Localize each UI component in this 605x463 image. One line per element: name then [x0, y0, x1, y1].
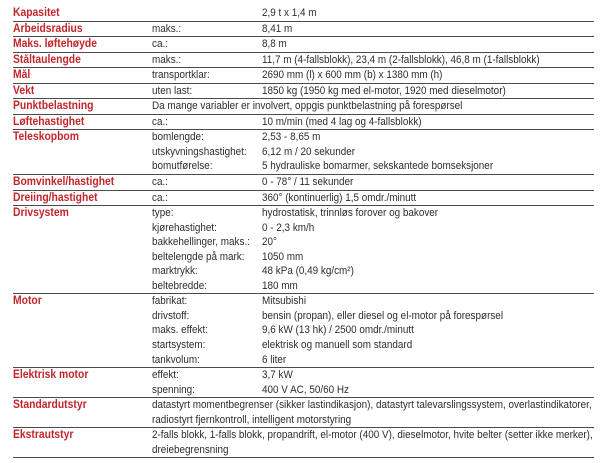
spec-row	[152, 309, 594, 324]
spec-value: radiostyrt fjernkontroll, intelligent motorstyring	[152, 413, 352, 426]
spec-attribute: tankvolum:	[152, 353, 200, 366]
spec-section-ekstrautstyr	[13, 428, 594, 458]
spec-row	[152, 383, 594, 398]
spec-section-teleskopbom	[13, 130, 594, 175]
spec-value: 400 V AC, 50/60 Hz	[262, 383, 349, 396]
spec-row	[152, 264, 594, 279]
spec-row	[152, 338, 594, 353]
spec-section-kapasitet	[13, 6, 594, 22]
spec-term: Maks. løftehøyde	[13, 38, 97, 51]
spec-row	[152, 398, 594, 413]
spec-value: 2690 mm (l) x 600 mm (b) x 1380 mm (h)	[262, 69, 443, 82]
spec-section-elektrisk-motor	[13, 368, 594, 398]
spec-value: 6 liter	[262, 353, 287, 366]
spec-value: bensin (propan), eller diesel og el-motor på forespørsel	[262, 309, 504, 322]
spec-attribute: startsystem:	[152, 339, 206, 352]
spec-row	[152, 145, 594, 160]
spec-term: Kapasitet	[13, 7, 60, 19]
spec-section-motor	[13, 294, 594, 368]
spec-term: Punktbelastning	[13, 100, 94, 113]
spec-term: Vekt	[13, 84, 35, 97]
spec-section-maks-loftehoyde	[13, 37, 594, 53]
spec-section-arbeidsradius	[13, 22, 594, 38]
spec-value: dreiebegrensning	[152, 443, 229, 456]
spec-row	[152, 53, 594, 68]
spec-row	[152, 68, 594, 83]
spec-attribute: uten last:	[152, 84, 193, 97]
spec-term: Arbeidsradius	[13, 22, 83, 35]
spec-attribute: transportklar:	[152, 69, 210, 82]
spec-attribute: bakkehellinger, maks.:	[152, 236, 250, 249]
spec-value: 20°	[262, 236, 277, 249]
spec-row	[152, 206, 594, 221]
spec-row	[152, 175, 594, 190]
spec-row	[152, 6, 594, 21]
spec-row	[152, 279, 594, 294]
spec-value: 5 hydrauliske bomarmer, sekskantede bomseksjoner	[262, 160, 494, 173]
spec-row	[152, 84, 594, 99]
spec-row	[152, 37, 594, 52]
spec-attribute	[152, 6, 262, 21]
spec-attribute: maks. effekt:	[152, 324, 208, 337]
spec-row	[152, 191, 594, 206]
spec-attribute: marktrykk:	[152, 265, 198, 278]
spec-value: 11,7 m (4-fallsblokk), 23,4 m (2-fallsblokk), 46,8 m (1-fallsblokk)	[262, 53, 540, 66]
spec-value: 10 m/min (med 4 lag og 4-fallsblokk)	[262, 115, 422, 128]
spec-value: hydrostatisk, trinnløs forover og bakover	[262, 207, 439, 220]
spec-row	[152, 413, 594, 428]
spec-value: 2,53 - 8,65 m	[262, 131, 321, 144]
spec-value: 1850 kg (1950 kg med el-motor, 1920 med dieselmotor)	[262, 84, 506, 97]
spec-term: Mål	[13, 69, 31, 82]
spec-section-staltaulengde	[13, 53, 594, 69]
spec-term: Standardutstyr	[13, 399, 87, 412]
spec-value: 0 - 2,3 km/h	[262, 221, 315, 234]
spec-value: 9,6 kW (13 hk) / 2500 omdr./minutt	[262, 324, 414, 337]
spec-attribute: ca.:	[152, 191, 168, 204]
spec-attribute: ca.:	[152, 115, 168, 128]
spec-value: Da mange variabler er involvert, oppgis punktbelastning på forespørsel	[152, 100, 463, 113]
spec-value: 6,12 m / 20 sekunder	[262, 145, 356, 158]
spec-term: Teleskopbom	[13, 131, 79, 144]
spec-section-bomvinkel-hastighet	[13, 175, 594, 191]
spec-value: 3,7 kW	[262, 369, 293, 382]
spec-section-drivsystem	[13, 206, 594, 294]
spec-attribute: drivstoff:	[152, 309, 190, 322]
spec-attribute: bomlengde:	[152, 131, 204, 144]
spec-attribute: ca.:	[152, 38, 168, 51]
spec-term: Bomvinkel/hastighet	[13, 176, 115, 189]
spec-section-punktbelastning	[13, 99, 594, 115]
spec-row	[152, 22, 594, 37]
spec-row	[152, 443, 594, 458]
spec-term: Motor	[13, 295, 42, 308]
spec-term: Løftehastighet	[13, 115, 85, 128]
spec-attribute: kjørehastighet:	[152, 221, 217, 234]
spec-row	[152, 368, 594, 383]
spec-section-vekt	[13, 84, 594, 100]
spec-section-standardutstyr	[13, 398, 594, 428]
spec-value: 8,8 m	[262, 38, 287, 51]
spec-row	[152, 250, 594, 265]
spec-row	[152, 353, 594, 368]
spec-section-dreiing-hastighet	[13, 191, 594, 207]
spec-attribute: maks.:	[152, 22, 182, 35]
spec-value: 180 mm	[262, 279, 298, 292]
spec-term: Ekstrautstyr	[13, 429, 74, 442]
spec-value: 48 kPa (0,49 kg/cm²)	[262, 265, 354, 278]
spec-term: Ståltaulengde	[13, 53, 81, 66]
spec-row	[152, 294, 594, 309]
spec-attribute: type:	[152, 207, 174, 220]
spec-row	[152, 221, 594, 236]
spec-value: Mitsubishi	[262, 295, 307, 308]
spec-value: 2-falls blokk, 1-falls blokk, propandrift, el-motor (400 V), dieselmotor, hvite belter (setter ikke merker),	[152, 429, 593, 442]
spec-attribute: beltebredde:	[152, 279, 208, 292]
spec-row	[152, 323, 594, 338]
spec-section-mal	[13, 68, 594, 84]
spec-value: 2,9 t x 1,4 m	[262, 7, 317, 19]
spec-value: datastyrt momentbegrenser (sikker lastindikasjon), datastyrt talevarslingssystem, overlastindikatorer,	[152, 399, 592, 412]
spec-value: 360° (kontinuerlig) 1,5 omdr./minutt	[262, 191, 417, 204]
spec-value: 8,41 m	[262, 22, 293, 35]
spec-attribute: effekt:	[152, 369, 179, 382]
spec-value: elektrisk og manuell som standard	[262, 339, 413, 352]
spec-term: Drivsystem	[13, 207, 69, 220]
spec-row	[152, 428, 594, 443]
spec-attribute: bomutførelse:	[152, 160, 213, 173]
spec-attribute: fabrikat:	[152, 295, 188, 308]
spec-row	[152, 235, 594, 250]
spec-attribute: ca.:	[152, 176, 168, 189]
spec-attribute: utskyvningshastighet:	[152, 145, 247, 158]
spec-term: Dreiing/hastighet	[13, 191, 98, 204]
spec-row	[152, 99, 594, 114]
spec-attribute: beltelengde på mark:	[152, 250, 245, 263]
spec-section-loftehastighet	[13, 115, 594, 131]
spec-attribute: maks.:	[152, 53, 182, 66]
spec-row	[152, 115, 594, 130]
spec-term: Elektrisk motor	[13, 369, 89, 382]
spec-attribute: spenning:	[152, 383, 195, 396]
spec-value: 1050 mm	[262, 250, 304, 263]
spec-row	[152, 130, 594, 145]
spec-row	[152, 159, 594, 174]
spec-value: 0 - 78° / 11 sekunder	[262, 176, 354, 189]
